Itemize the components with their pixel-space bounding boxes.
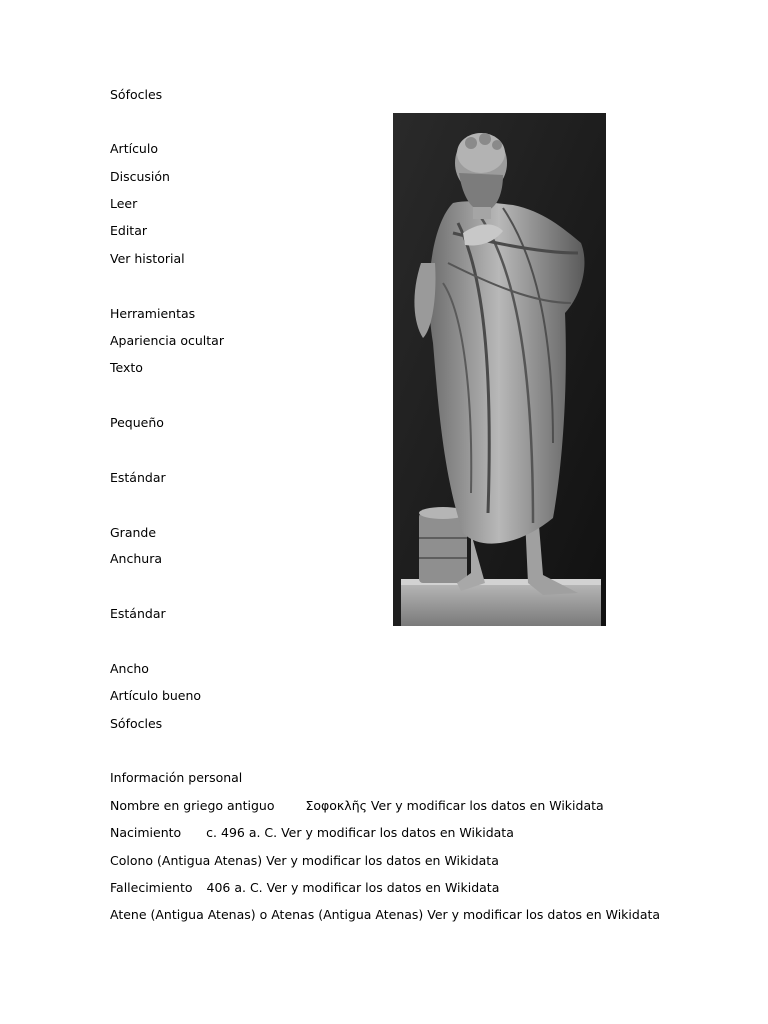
infobox-label: Nacimiento: [110, 825, 182, 840]
infobox-label: Fallecimiento: [110, 880, 193, 895]
page-title: Sófocles: [110, 87, 163, 102]
tab-editar[interactable]: Editar: [110, 223, 148, 238]
text-size-small[interactable]: Pequeño: [110, 415, 164, 430]
infobox-value[interactable]: 406 a. C. Ver y modificar los datos en Wikidata: [206, 880, 500, 895]
text-size-label: Texto: [110, 360, 143, 375]
statue-photo-icon: [393, 113, 606, 626]
infobox-value[interactable]: c. 496 a. C. Ver y modificar los datos en Wikidata: [206, 825, 514, 840]
tab-articulo[interactable]: Artículo: [110, 141, 158, 156]
statue-image[interactable]: [393, 113, 606, 626]
text-size-standard[interactable]: Estándar: [110, 470, 166, 485]
appearance-toggle[interactable]: Apariencia ocultar: [110, 333, 224, 348]
infobox-heading: Información personal: [110, 770, 243, 785]
infobox-row: [110, 907, 660, 923]
infobox-value[interactable]: Σοφοκλῆς Ver y modificar los datos en Wikidata: [305, 798, 604, 813]
infobox-row: [110, 880, 499, 896]
width-standard[interactable]: Estándar: [110, 606, 166, 621]
tab-discusion[interactable]: Discusión: [110, 169, 170, 184]
tools-menu[interactable]: Herramientas: [110, 306, 196, 321]
width-wide[interactable]: Ancho: [110, 661, 149, 676]
article-name: Sófocles: [110, 716, 163, 731]
text-size-large[interactable]: Grande: [110, 525, 157, 540]
good-article-badge[interactable]: Artículo bueno: [110, 688, 202, 703]
infobox-value[interactable]: Colono (Antigua Atenas) Ver y modificar los datos en Wikidata: [110, 853, 499, 868]
tab-ver-historial[interactable]: Ver historial: [110, 251, 185, 266]
infobox-label: Nombre en griego antiguo: [110, 798, 275, 813]
infobox-row: [110, 853, 499, 869]
infobox-row: [110, 798, 604, 814]
tab-leer[interactable]: Leer: [110, 196, 138, 211]
infobox-value[interactable]: Atene (Antigua Atenas) o Atenas (Antigua Atenas) Ver y modificar los datos en Wikidata: [110, 907, 661, 922]
infobox-row: [110, 825, 514, 841]
width-label: Anchura: [110, 551, 162, 566]
